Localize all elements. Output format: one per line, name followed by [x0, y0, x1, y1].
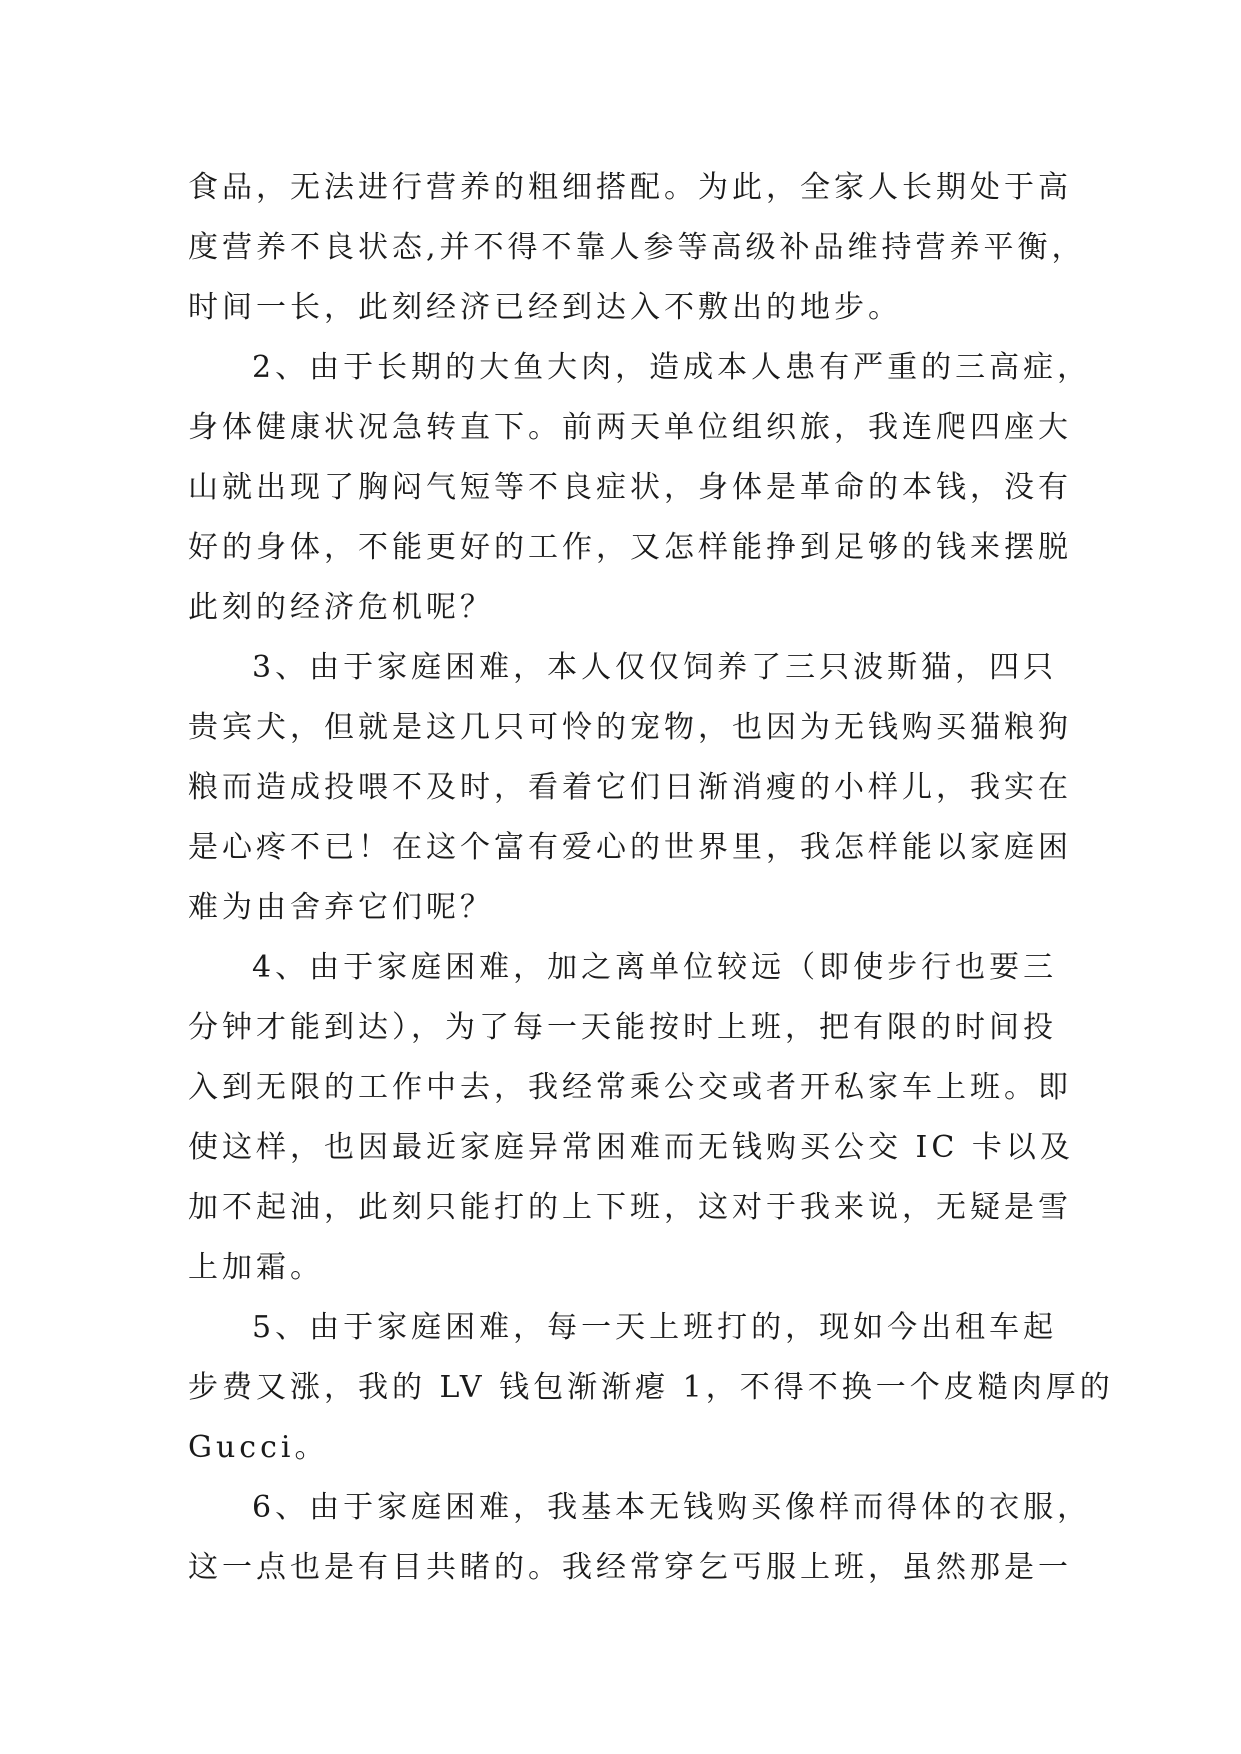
paragraph-item-4: [188, 938, 1088, 1298]
text-line: 4、由于家庭困难，加之离单位较远（即使步行也要三: [252, 950, 1058, 985]
text-line: 3、由于家庭困难，本人仅仅饲养了三只波斯猫，四只: [252, 650, 1058, 685]
text-line: 2、由于长期的大鱼大肉，造成本人患有严重的三高症，: [252, 350, 1092, 385]
text-line: 山就出现了胸闷气短等不良症状，身体是革命的本钱，没有: [188, 470, 1072, 505]
paragraph-item-6: [188, 1478, 1092, 1598]
text-line: 难为由舍弃它们呢？: [188, 890, 494, 925]
text-line: 好的身体，不能更好的工作，又怎样能挣到足够的钱来摆脱: [188, 530, 1072, 565]
text-line: 步费又涨，我的 LV 钱包渐渐瘪 1，不得不换一个皮糙肉厚的: [188, 1370, 1114, 1405]
paragraph-continuation: [188, 158, 1088, 338]
text-line: 这一点也是有目共睹的。我经常穿乞丐服上班，虽然那是一: [188, 1550, 1072, 1585]
text-line: 食品，无法进行营养的粗细搭配。为此，全家人长期处于高: [188, 170, 1072, 205]
text-line: 分钟才能到达），为了每一天能按时上班，把有限的时间投: [188, 1010, 1057, 1045]
text-line: 加不起油，此刻只能打的上下班，这对于我来说，无疑是雪: [188, 1190, 1072, 1225]
text-line: 贵宾犬，但就是这几只可怜的宠物，也因为无钱购买猫粮狗: [188, 710, 1072, 745]
text-line: 6、由于家庭困难，我基本无钱购买像样而得体的衣服，: [252, 1490, 1092, 1525]
paragraph-item-3: [188, 638, 1088, 938]
text-line: 身体健康状况急转直下。前两天单位组织旅，我连爬四座大: [188, 410, 1072, 445]
text-line: 使这样，也因最近家庭异常困难而无钱购买公交 IC 卡以及: [188, 1130, 1074, 1165]
text-line: 度营养不良状态,并不得不靠人参等高级补品维持营养平衡，: [188, 230, 1086, 265]
paragraph-item-2: [188, 338, 1092, 638]
paragraph-item-5: [188, 1298, 1114, 1478]
text-line: 是心疼不已！在这个富有爱心的世界里，我怎样能以家庭困: [188, 830, 1072, 865]
text-line: 5、由于家庭困难，每一天上班打的，现如今出租车起: [252, 1310, 1058, 1345]
document-body: [188, 158, 1114, 1598]
text-line: 上加霜。: [188, 1250, 324, 1285]
text-line: 入到无限的工作中去，我经常乘公交或者开私家车上班。即: [188, 1070, 1072, 1105]
text-line: 时间一长，此刻经济已经到达入不敷出的地步。: [188, 290, 902, 325]
text-line: 此刻的经济危机呢？: [188, 590, 494, 625]
text-line: Gucci。: [188, 1430, 329, 1465]
text-line: 粮而造成投喂不及时，看着它们日渐消瘦的小样儿，我实在: [188, 770, 1072, 805]
